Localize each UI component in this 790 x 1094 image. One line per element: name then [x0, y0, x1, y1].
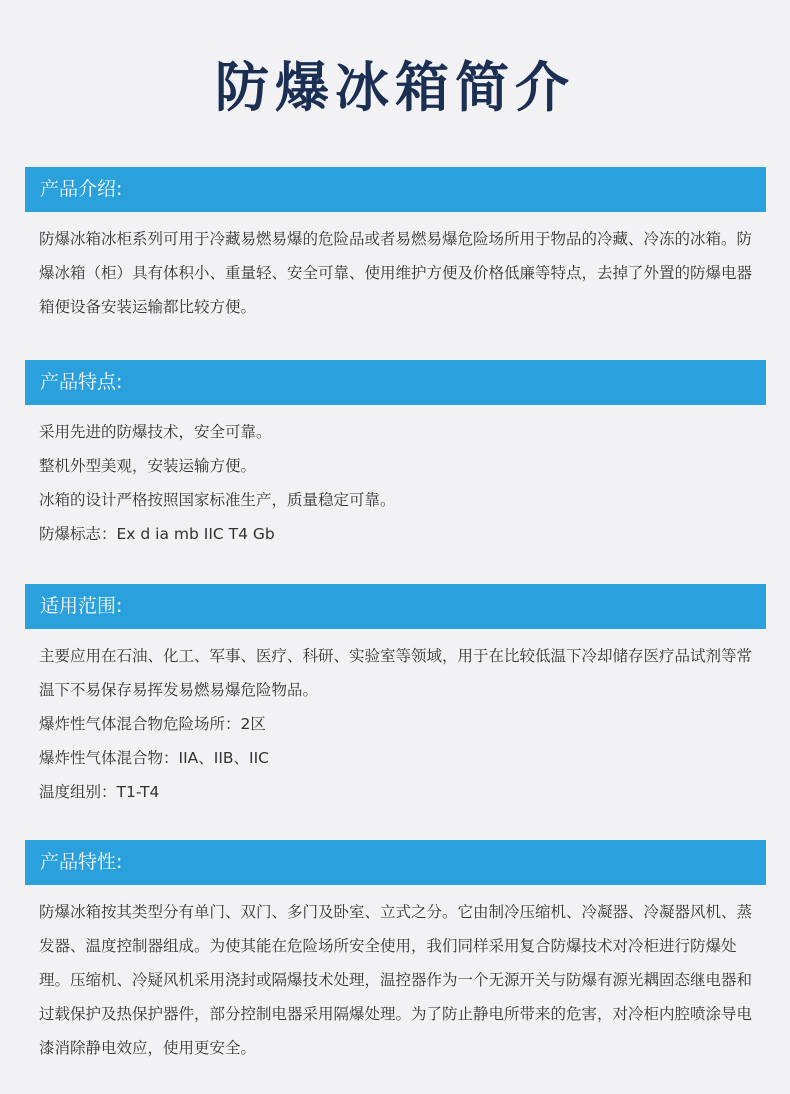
- feature-line: 采用先进的防爆技术，安全可靠。: [39, 423, 272, 441]
- page-title: 防爆冰箱简介: [215, 55, 575, 119]
- section-body: [25, 885, 766, 1065]
- feature-line: 整机外型美观，安装运输方便。: [39, 457, 257, 475]
- scope-line: 温度组别：T1-T4: [39, 783, 160, 801]
- section-header: 适用范围:: [25, 584, 766, 629]
- section-body: [25, 212, 766, 324]
- section-paragraph: 主要应用在石油、化工、军事、医疗、科研、实验室等领域，用于在比较低温下冷却储存医疗品试剂等常温下不易保存易挥发易燃易爆危险物品。: [39, 647, 753, 699]
- section-application-scope: [25, 584, 766, 809]
- feature-line: 冰箱的设计严格按照国家标准生产，质量稳定可靠。: [39, 491, 396, 509]
- section-product-characteristics: [25, 840, 766, 1065]
- section-header: 产品介绍:: [25, 167, 766, 212]
- section-header: 产品特性:: [25, 840, 766, 885]
- section-body: [25, 629, 766, 809]
- section-product-features: [25, 360, 766, 551]
- feature-line: 防爆标志：Ex d ia mb IIC T4 Gb: [39, 525, 275, 543]
- section-paragraph: 防爆冰箱按其类型分有单门、双门、多门及卧室、立式之分。它由制冷压缩机、冷凝器、冷凝器风机、蒸发器、温度控制器组成。为使其能在危险场所安全使用，我们同样采用复合防爆技术对冷柜进行防爆处理。压缩机、冷疑风机采用浇封或隔爆技术处理，温控器作为一个无源开关与防爆有源光耦固态继电器和过载保护及热保护器件，部分控制电器采用隔爆处理。为了防止静电所带来的危害，对冷柜内腔喷涂导电漆消除静电效应，使用更安全。: [39, 903, 753, 1057]
- section-product-intro: [25, 167, 766, 324]
- section-header: 产品特点:: [25, 360, 766, 405]
- scope-line: 爆炸性气体混合物危险场所：2区: [39, 715, 266, 733]
- section-paragraph: 防爆冰箱冰柜系列可用于冷藏易燃易爆的危险品或者易燃易爆危险场所用于物品的冷藏、冷冻的冰箱。防爆冰箱（柜）具有体积小、重量轻、安全可靠、使用维护方便及价格低廉等特点，去掉了外置的防爆电器箱便设备安装运输都比较方便。: [39, 230, 753, 316]
- section-body: [25, 405, 766, 551]
- scope-line: 爆炸性气体混合物：IIA、IIB、IIC: [39, 749, 269, 767]
